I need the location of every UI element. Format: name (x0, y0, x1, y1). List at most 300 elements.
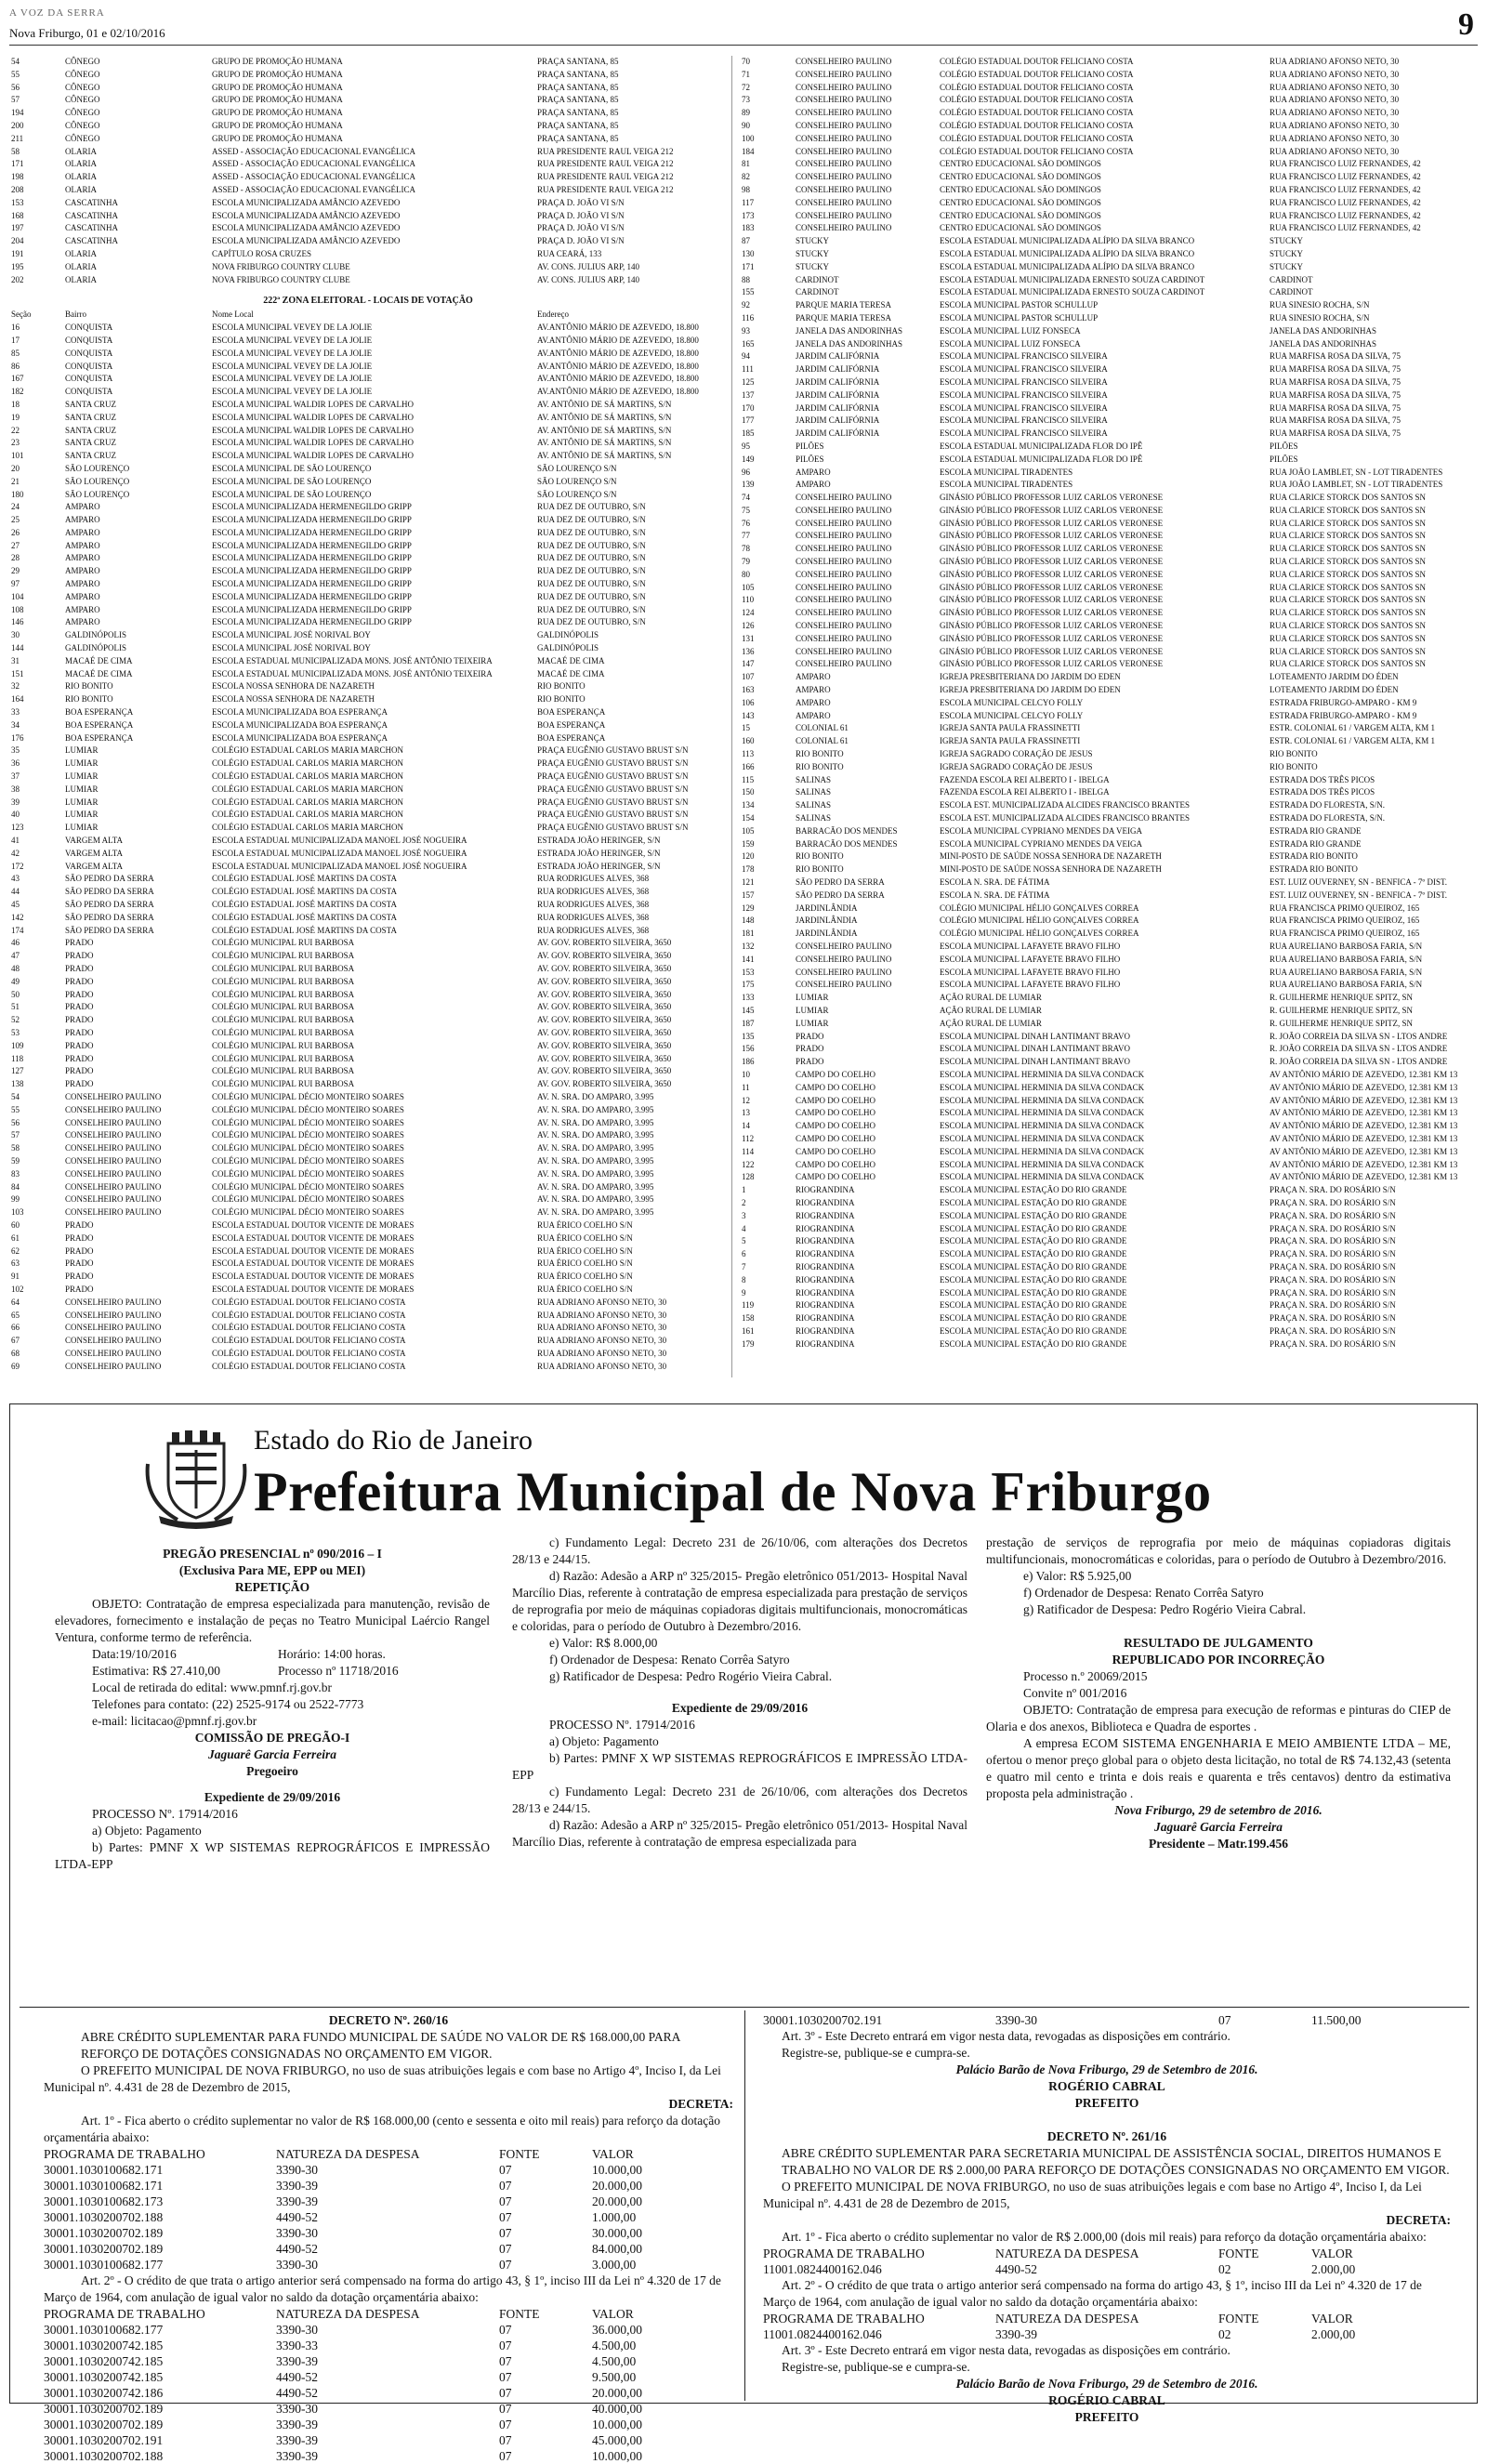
table-row (740, 107, 1478, 120)
endereco-cell: AV.ANTÔNIO MÁRIO DE AZEVEDO, 18.800 (537, 335, 699, 345)
nome-local-cell: ESCOLA ESTADUAL MUNICIPALIZADA ERNESTO SOUZA CARDINOT (940, 274, 1205, 284)
secao-cell: 194 (11, 108, 24, 118)
table-row (44, 2209, 704, 2225)
table-row (740, 594, 1478, 607)
secao-cell: 66 (11, 1323, 20, 1333)
bairro-cell: OLARIA (65, 248, 97, 258)
secao-cell: 48 (11, 963, 20, 973)
endereco-cell: PRAÇA D. JOÃO VI S/N (537, 210, 625, 220)
secao-cell: 119 (742, 1300, 755, 1311)
endereco-cell: RUA CLARICE STORCK DOS SANTOS SN (1270, 531, 1426, 541)
table-row (9, 501, 727, 514)
table-row (9, 1104, 727, 1117)
table-row (9, 706, 727, 719)
nome-local-cell: COLÉGIO MUNICIPAL RUI BARBOSA (212, 1027, 355, 1037)
endereco-cell: PRAÇA EUGÊNIO GUSTAVO BRUST S/N (537, 784, 689, 794)
bairro-cell: JARDIM CALIFÓRNIA (796, 402, 880, 413)
endereco-cell: EST. LUIZ OUVERNEY, SN - BENFICA - 7º DIST. (1270, 877, 1448, 887)
table-row (740, 530, 1478, 543)
secao-cell: 146 (11, 617, 24, 627)
programa-cell: 30001.1030200702.191 (44, 2433, 164, 2447)
nome-local-cell: GINÁSIO PÚBLICO PROFESSOR LUIZ CARLOS VERONESE (940, 518, 1164, 528)
natureza-cell: 3390-30 (995, 2013, 1037, 2027)
endereco-cell: RUA FRANCISCA PRIMO QUEIROZ, 165 (1270, 916, 1420, 926)
bairro-cell: RIO BONITO (796, 761, 844, 771)
nome-local-cell: ESCOLA ESTADUAL MUNICIPALIZADA ALÍPIO DA SILVA BRANCO (940, 236, 1195, 246)
nome-local-cell: ESCOLA MUNICIPAL WALDIR LOPES DE CARVALHO (212, 451, 415, 461)
secao-cell: 64 (11, 1297, 20, 1307)
table-row (740, 222, 1478, 235)
bairro-cell: PARQUE MARIA TERESA (796, 312, 892, 323)
endereco-cell: PRAÇA SANTANA, 85 (537, 133, 619, 143)
secao-cell: 154 (742, 813, 755, 824)
endereco-cell: RUA FRANCISCO LUIZ FERNANDES, 42 (1270, 172, 1421, 182)
endereco-cell: BOA ESPERANÇA (537, 732, 606, 743)
secao-cell: 90 (742, 120, 750, 130)
table-row (740, 1287, 1478, 1300)
nome-local-cell: ESCOLA ESTADUAL DOUTOR VICENTE DE MORAES (212, 1284, 415, 1294)
bairro-cell: AMPARO (65, 527, 100, 537)
endereco-cell: AV. N. SRA. DO AMPARO, 3.995 (537, 1104, 654, 1114)
ratificador-1: g) Ratificador de Despesa: Pedro Rogério Vieira Cabral. (549, 1669, 833, 1683)
razao-2-cont: prestação de serviços de reprografia por meio de máquinas copiadoras digitais multifuncionais, monocromáticas e coloridas, para o período de Outubro à Dezembro/2016. (986, 1535, 1451, 1566)
endereco-cell: RUA ÉRICO COELHO S/N (537, 1284, 633, 1294)
bairro-cell: SÃO PEDRO DA SERRA (796, 877, 885, 887)
table-row (44, 2225, 704, 2241)
endereco-cell: RUA PRESIDENTE RAUL VEIGA 212 (537, 184, 674, 194)
secao-cell: 11 (742, 1082, 750, 1092)
razao-1: d) Razão: Adesão a ARP nº 325/2015- Pregão eletrônico 051/2013- Hospital Naval Marcílio Dias, referente à contratação de empresa especializada para prestação de serviços de reprografia por meio de máquinas copiadoras digitais multifuncionais, monocromáticas e coloridas, para o período de Outubro à Dezembro/2016. (512, 1569, 967, 1633)
bairro-cell: RIOGRANDINA (796, 1313, 855, 1324)
nome-local-cell: CENTRO EDUCACIONAL SÃO DOMINGOS (940, 184, 1101, 194)
bairro-cell: CONSELHEIRO PAULINO (796, 120, 892, 130)
table-row (740, 146, 1478, 159)
bairro-cell: JARDIM CALIFÓRNIA (796, 376, 880, 387)
endereco-cell: GALDINÓPOLIS (537, 643, 599, 653)
endereco-cell: RUA ÉRICO COELHO S/N (537, 1219, 633, 1230)
endereco-cell: AV. CONS. JULIUS ARP, 140 (537, 274, 639, 284)
bairro-cell: CONQUISTA (65, 335, 113, 345)
notice-col-2 (512, 1535, 967, 1851)
pregao-processo: Processo nº 11718/2016 (278, 1664, 399, 1678)
bairro-cell: PARQUE MARIA TERESA (796, 300, 892, 310)
bairro-cell: PRADO (65, 1027, 94, 1037)
endereco-cell: MACAÉ DE CIMA (537, 655, 605, 665)
bairro-cell: CAMPO DO COELHO (796, 1121, 876, 1131)
secao-cell: 71 (742, 69, 750, 79)
bairro-cell: RIOGRANDINA (796, 1274, 855, 1285)
secao-cell: 24 (11, 502, 20, 512)
table-row (740, 735, 1478, 748)
secao-cell: 122 (742, 1159, 755, 1169)
decree-260-rows-2 (44, 2322, 704, 2464)
natureza-cell: 3390-39 (995, 2327, 1037, 2341)
comissao-title: COMISSÃO DE PREGÃO-I (194, 1731, 350, 1745)
secao-cell: 82 (742, 172, 750, 182)
bairro-cell: CAMPO DO COELHO (796, 1172, 876, 1182)
bairro-cell: SANTA CRUZ (65, 451, 117, 461)
fonte-cell: 07 (499, 2418, 512, 2431)
bairro-cell: CONQUISTA (65, 374, 113, 384)
table-row (9, 861, 727, 874)
secao-cell: 117 (742, 197, 755, 207)
bairro-cell: CAMPO DO COELHO (796, 1108, 876, 1118)
bairro-cell: AMPARO (796, 672, 831, 682)
secao-cell: 85 (11, 348, 20, 358)
table-row (9, 1348, 727, 1361)
col-natureza: NATUREZA DA DESPESA (995, 2247, 1139, 2260)
table-row (740, 876, 1478, 889)
secao-cell: 166 (742, 761, 755, 771)
nome-local-cell: COLÉGIO ESTADUAL DOUTOR FELICIANO COSTA (212, 1348, 406, 1358)
notice-col-1 (55, 1546, 490, 1873)
bairro-cell: LUMIAR (65, 823, 99, 833)
bairro-cell: MACAÉ DE CIMA (65, 655, 133, 665)
valor-cell: 84.000,00 (592, 2242, 642, 2256)
decree-261-mayor: ROGÉRIO CABRAL (1048, 2393, 1165, 2407)
valor-cell: 10.000,00 (592, 2163, 642, 2177)
bairro-cell: SÃO LOURENÇO (65, 463, 130, 473)
endereco-cell: PRAÇA EUGÊNIO GUSTAVO BRUST S/N (537, 771, 689, 782)
secao-cell: 36 (11, 758, 20, 769)
table-row (44, 2432, 704, 2448)
endereco-cell: AV.ANTÔNIO MÁRIO DE AZEVEDO, 18.800 (537, 387, 699, 397)
nome-local-cell: GINÁSIO PÚBLICO PROFESSOR LUIZ CARLOS VERONESE (940, 646, 1164, 656)
programa-cell: 30001.1030100682.177 (44, 2323, 164, 2337)
bairro-cell: CASCATINHA (65, 210, 119, 220)
secao-cell: 172 (11, 861, 24, 871)
bairro-cell: CONSELHEIRO PAULINO (796, 184, 892, 194)
table-row (44, 2417, 704, 2432)
table-row (9, 1322, 727, 1335)
endereco-cell: AV. N. SRA. DO AMPARO, 3.995 (537, 1181, 654, 1192)
table-row (740, 582, 1478, 595)
programa-cell: 30001.1030200702.189 (44, 2226, 164, 2240)
nome-local-cell: ESCOLA MUNICIPAL FRANCISCO SILVEIRA (940, 415, 1108, 426)
endereco-cell: EST. LUIZ OUVERNEY, SN - BENFICA - 7º DIST. (1270, 889, 1448, 900)
nome-local-cell: COLÉGIO ESTADUAL DOUTOR FELICIANO COSTA (212, 1323, 406, 1333)
nome-local-cell: COLÉGIO MUNICIPAL DÉCIO MONTEIRO SOARES (212, 1143, 404, 1153)
nome-local-cell: COLÉGIO MUNICIPAL RUI BARBOSA (212, 1002, 355, 1012)
secao-cell: 57 (11, 1130, 20, 1140)
col-programa: PROGRAMA DE TRABALHO (763, 2247, 925, 2260)
nome-local-cell: GRUPO DE PROMOÇÃO HUMANA (212, 108, 343, 118)
header-bairro: Bairro (65, 310, 86, 320)
secao-cell: 138 (11, 1079, 24, 1089)
secao-cell: 182 (11, 387, 24, 397)
bairro-cell: PRADO (65, 1284, 94, 1294)
nome-local-cell: AÇÃO RURAL DE LUMIAR (940, 993, 1042, 1003)
nome-local-cell: COLÉGIO MUNICIPAL DÉCIO MONTEIRO SOARES (212, 1168, 404, 1179)
fundamento-2: c) Fundamento Legal: Decreto 231 de 26/10/06, com alterações dos Decretos 28/13 e 244/15. (512, 1785, 967, 1815)
programa-cell: 30001.1030200702.189 (44, 2402, 164, 2416)
valor-cell: 1.000,00 (592, 2210, 637, 2224)
endereco-cell: AV ANTÔNIO MÁRIO DE AZEVEDO, 12.381 KM 13 (1270, 1172, 1458, 1182)
nome-local-cell: COLÉGIO MUNICIPAL RUI BARBOSA (212, 1040, 355, 1050)
endereco-cell: RUA JOÃO LAMBLET, SN - LOT TIRADENTES (1270, 480, 1443, 490)
fonte-cell: 07 (499, 2194, 512, 2208)
decree-260-art3: Art. 3º - Este Decreto entrará em vigor nesta data, revogadas as disposições em contrário. (782, 2029, 1230, 2043)
nome-local-cell: ESCOLA MUNICIPAL DE SÃO LOURENÇO (212, 489, 372, 499)
secao-cell: 18 (11, 399, 20, 409)
nome-local-cell: COLÉGIO MUNICIPAL RUI BARBOSA (212, 938, 355, 948)
secao-cell: 153 (742, 967, 755, 977)
bairro-cell: CONSELHEIRO PAULINO (796, 57, 892, 66)
endereco-cell: JANELA DAS ANDORINHAS (1270, 338, 1377, 349)
table-row (9, 1117, 727, 1130)
nome-local-cell: COLÉGIO MUNICIPAL DÉCIO MONTEIRO SOARES (212, 1130, 404, 1140)
bairro-cell: SÃO PEDRO DA SERRA (65, 925, 154, 935)
nome-local-cell: ESCOLA EST. MUNICIPALIZADA ALCIDES FRANCISCO BRANTES (940, 800, 1191, 810)
polling-list-right (740, 56, 1478, 1351)
secao-cell: 56 (11, 82, 20, 92)
table-row (9, 848, 727, 861)
nome-local-cell: ESCOLA N. SRA. DE FÁTIMA (940, 877, 1050, 887)
table-row (9, 94, 727, 107)
endereco-cell: STUCKY (1270, 248, 1304, 258)
endereco-cell: RUA FRANCISCO LUIZ FERNANDES, 42 (1270, 197, 1421, 207)
secao-cell: 95 (742, 441, 750, 451)
secao-cell: 74 (742, 493, 750, 503)
secao-cell: 28 (11, 553, 20, 563)
secao-cell: 174 (11, 925, 24, 935)
polling-rows-c (740, 56, 1478, 1351)
bairro-cell: RIOGRANDINA (796, 1185, 855, 1195)
pregao-objeto: OBJETO: Contratação de empresa especializada para manutenção, revisão de elevadores, fornecimento e instalação de peças no Teatro Municipal Laércio Rangel Ventura, conforme termo de referência. (55, 1597, 490, 1644)
endereco-cell: RUA DEZ DE OUTUBRO, S/N (537, 502, 646, 512)
header-endereco: Endereço (537, 310, 569, 320)
table-row (44, 2178, 704, 2194)
nome-local-cell: CENTRO EDUCACIONAL SÃO DOMINGOS (940, 172, 1101, 182)
endereco-cell: RUA ÉRICO COELHO S/N (537, 1258, 633, 1269)
bairro-cell: OLARIA (65, 261, 97, 271)
bairro-cell: CONSELHEIRO PAULINO (65, 1297, 162, 1307)
bairro-cell: SÃO PEDRO DA SERRA (65, 874, 154, 884)
secao-cell: 17 (11, 335, 20, 345)
valor-cell: 20.000,00 (592, 2194, 642, 2208)
programa-cell: 30001.1030100682.173 (44, 2194, 164, 2208)
column-divider (731, 56, 732, 1377)
secao-cell: 183 (742, 223, 755, 233)
nome-local-cell: ESCOLA MUNICIPALIZADA HERMENEGILDO GRIPP (212, 553, 412, 563)
table-row (740, 967, 1478, 980)
polling-table-b (9, 322, 727, 1373)
secao-cell: 2 (742, 1197, 746, 1207)
secao-cell: 167 (11, 374, 24, 384)
nome-local-cell: ESCOLA ESTADUAL MUNICIPALIZADA ERNESTO SOUZA CARDINOT (940, 287, 1205, 297)
decree-260-sign-place: Palácio Barão de Nova Friburgo, 29 de Setembro de 2016. (955, 2062, 1258, 2076)
bairro-cell: AMPARO (796, 467, 831, 477)
table-row (9, 629, 727, 642)
endereco-cell: LOTEAMENTO JARDIM DO ÉDEN (1270, 672, 1399, 682)
nome-local-cell: COLÉGIO ESTADUAL JOSÉ MARTINS DA COSTA (212, 900, 397, 909)
col-valor: VALOR (1311, 2247, 1353, 2260)
bairro-cell: PRADO (65, 989, 94, 999)
bairro-cell: SÃO PEDRO DA SERRA (796, 889, 885, 900)
nome-local-cell: COLÉGIO ESTADUAL DOUTOR FELICIANO COSTA (940, 146, 1134, 156)
bairro-cell: AMPARO (796, 685, 831, 695)
decree-261-mayor-role: PREFEITO (1074, 2410, 1139, 2424)
bairro-cell: CÔNEGO (65, 133, 100, 143)
nome-local-cell: AÇÃO RURAL DE LUMIAR (940, 1018, 1042, 1028)
bairro-cell: CONSELHEIRO PAULINO (796, 582, 892, 592)
bairro-cell: JARDINLÂNDIA (796, 929, 858, 939)
table-row (740, 850, 1478, 863)
col-valor: VALOR (592, 2307, 634, 2321)
valor-cell: 36.000,00 (592, 2323, 642, 2337)
endereco-cell: RUA ADRIANO AFONSO NETO, 30 (537, 1361, 667, 1371)
secao-cell: 142 (11, 912, 24, 922)
nome-local-cell: CENTRO EDUCACIONAL SÃO DOMINGOS (940, 223, 1101, 233)
secao-cell: 77 (742, 531, 750, 541)
nome-local-cell: ESCOLA MUNICIPAL VEVEY DE LA JOLIE (212, 348, 373, 358)
decree-261-art3: Art. 3º - Este Decreto entrará em vigor nesta data, revogadas as disposições em contrário. (782, 2343, 1230, 2357)
bairro-cell: CASCATINHA (65, 223, 119, 233)
nome-local-cell: GINÁSIO PÚBLICO PROFESSOR LUIZ CARLOS VERONESE (940, 531, 1164, 541)
table-row (9, 158, 727, 171)
bairro-cell: JARDIM CALIFÓRNIA (796, 389, 880, 400)
nome-local-cell: ESCOLA MUNICIPAL DINAH LANTIMANT BRAVO (940, 1044, 1131, 1054)
table-row (9, 197, 727, 210)
table-row (9, 1040, 727, 1053)
endereco-cell: RIO BONITO (537, 694, 586, 705)
secao-cell: 173 (742, 210, 755, 220)
nome-local-cell: ESCOLA MUNICIPAL FRANCISCO SILVEIRA (940, 428, 1108, 439)
table-row (740, 1235, 1478, 1248)
bairro-cell: RIO BONITO (796, 864, 844, 875)
fonte-cell: 07 (499, 2402, 512, 2416)
table-row (740, 838, 1478, 851)
table-row (740, 338, 1478, 351)
secao-cell: 104 (11, 591, 24, 601)
endereco-cell: RUA AURELIANO BARBOSA FARIA, S/N (1270, 954, 1423, 964)
secao-cell: 19 (11, 412, 20, 422)
nome-local-cell: ESCOLA MUNICIPAL VEVEY DE LA JOLIE (212, 335, 373, 345)
fonte-cell: 07 (499, 2226, 512, 2240)
endereco-cell: AV. N. SRA. DO AMPARO, 3.995 (537, 1194, 654, 1205)
table-row (740, 722, 1478, 735)
bairro-cell: CASCATINHA (65, 197, 119, 207)
endereco-cell: RUA CLARICE STORCK DOS SANTOS SN (1270, 633, 1426, 643)
pregao-data-row (55, 1646, 490, 1663)
secao-cell: 200 (11, 120, 24, 130)
col-programa: PROGRAMA DE TRABALHO (44, 2147, 205, 2161)
bairro-cell: GALDINÓPOLIS (65, 643, 126, 653)
endereco-cell: AV. ANTÔNIO DE SÁ MARTINS, S/N (537, 451, 672, 461)
programa-cell: 30001.1030100682.171 (44, 2179, 164, 2193)
programa-cell: 11001.0824400162.046 (763, 2327, 882, 2341)
natureza-cell: 4490-52 (995, 2262, 1037, 2276)
endereco-cell: PRAÇA N. SRA. DO ROSÁRIO S/N (1270, 1261, 1396, 1272)
secao-cell: 171 (11, 159, 24, 169)
nome-local-cell: ESCOLA MUNICIPAL HERMINIA DA SILVA CONDACK (940, 1095, 1145, 1105)
bairro-cell: CONQUISTA (65, 387, 113, 397)
nome-local-cell: IGREJA SANTA PAULA FRASSINETTI (940, 723, 1081, 733)
decree-260-table-2 (44, 2306, 704, 2464)
table-row (9, 1271, 727, 1284)
nome-local-cell: COLÉGIO MUNICIPAL RUI BARBOSA (212, 963, 355, 973)
nome-local-cell: COLÉGIO MUNICIPAL DÉCIO MONTEIRO SOARES (212, 1104, 404, 1114)
table-row (9, 107, 727, 120)
table-row (740, 607, 1478, 620)
nome-local-cell: COLÉGIO ESTADUAL CARLOS MARIA MARCHON (212, 745, 403, 756)
table-row (740, 467, 1478, 480)
decree-260-mayor-role: PREFEITO (1074, 2096, 1139, 2110)
prefeitura-notice-box (9, 1403, 1478, 2463)
nome-local-cell: GRUPO DE PROMOÇÃO HUMANA (212, 120, 343, 130)
table-row (9, 322, 727, 335)
natureza-cell: 3390-39 (276, 2354, 318, 2368)
state-name: Estado do Rio de Janeiro (254, 1425, 533, 1456)
endereco-cell: AV. GOV. ROBERTO SILVEIRA, 3650 (537, 938, 672, 948)
table-row (9, 1284, 727, 1297)
decree-261-table-1 (763, 2246, 1423, 2277)
nome-local-cell: ESCOLA MUNICIPAL CELCYO FOLLY (940, 697, 1084, 707)
decree-260-intro: O PREFEITO MUNICIPAL DE NOVA FRIBURGO, no uso de suas atribuições legais e com base no Artigo 4º, Inciso I, da Lei Municipal nº. 4.431 de 28 de Dezembro de 2015, (44, 2063, 721, 2094)
secao-cell: 78 (742, 544, 750, 554)
table-row (9, 668, 727, 681)
coat-of-arms-icon (140, 1427, 252, 1529)
nome-local-cell: ESCOLA MUNICIPAL WALDIR LOPES DE CARVALHO (212, 425, 415, 435)
nome-local-cell: ESCOLA MUNICIPAL JOSÉ NORIVAL BOY (212, 630, 371, 640)
secao-cell: 20 (11, 463, 20, 473)
bairro-cell: OLARIA (65, 172, 97, 182)
endereco-cell: RUA CEARÁ, 133 (537, 248, 602, 258)
nome-local-cell: COLÉGIO ESTADUAL JOSÉ MARTINS DA COSTA (212, 887, 397, 897)
table-row (9, 56, 727, 69)
table-row (740, 1095, 1478, 1108)
table-row (740, 1133, 1478, 1146)
secao-cell: 3 (742, 1210, 746, 1220)
bairro-cell: AMPARO (796, 710, 831, 720)
bairro-cell: AMPARO (796, 697, 831, 707)
table-row (740, 56, 1478, 69)
table-row (740, 684, 1478, 697)
table-row (44, 2338, 704, 2353)
secao-cell: 177 (742, 415, 755, 426)
bairro-cell: CONSELHEIRO PAULINO (796, 95, 892, 105)
bairro-cell: CONSELHEIRO PAULINO (796, 159, 892, 169)
decree-261-art1: Art. 1º - Fica aberto o crédito suplementar no valor de R$ 2.000,00 (dois mil reais) para reforço da dotação orçamentária abaixo: (782, 2230, 1427, 2244)
table-row (740, 158, 1478, 171)
bairro-cell: PRADO (65, 1258, 94, 1269)
endereco-cell: AV. N. SRA. DO AMPARO, 3.995 (537, 1091, 654, 1101)
nome-local-cell: IGREJA SANTA PAULA FRASSINETTI (940, 736, 1081, 746)
secao-cell: 164 (11, 694, 24, 705)
secao-cell: 50 (11, 989, 20, 999)
table-row (740, 197, 1478, 210)
endereco-cell: SÃO LOURENÇO S/N (537, 489, 617, 499)
polling-rows-b (9, 322, 727, 1373)
nome-local-cell: ESCOLA MUNICIPALIZADA HERMENEGILDO GRIPP (212, 502, 412, 512)
table-row (740, 761, 1478, 774)
bairro-cell: PRADO (65, 938, 94, 948)
endereco-cell: AV. GOV. ROBERTO SILVEIRA, 3650 (537, 963, 672, 973)
table-row (740, 928, 1478, 941)
secao-cell: 83 (11, 1168, 20, 1179)
secao-cell: 70 (742, 57, 750, 66)
bairro-cell: CONSELHEIRO PAULINO (65, 1155, 162, 1166)
nome-local-cell: COLÉGIO ESTADUAL JOSÉ MARTINS DA COSTA (212, 925, 397, 935)
bairro-cell: PRADO (65, 951, 94, 961)
bairro-cell: STUCKY (796, 261, 830, 271)
bairro-cell: JARDIM CALIFÓRNIA (796, 415, 880, 426)
bairro-cell: CONSELHEIRO PAULINO (796, 197, 892, 207)
table-row (740, 992, 1478, 1005)
natureza-cell: 3390-30 (276, 2323, 318, 2337)
table-row (740, 133, 1478, 146)
secao-cell: 105 (742, 582, 755, 592)
